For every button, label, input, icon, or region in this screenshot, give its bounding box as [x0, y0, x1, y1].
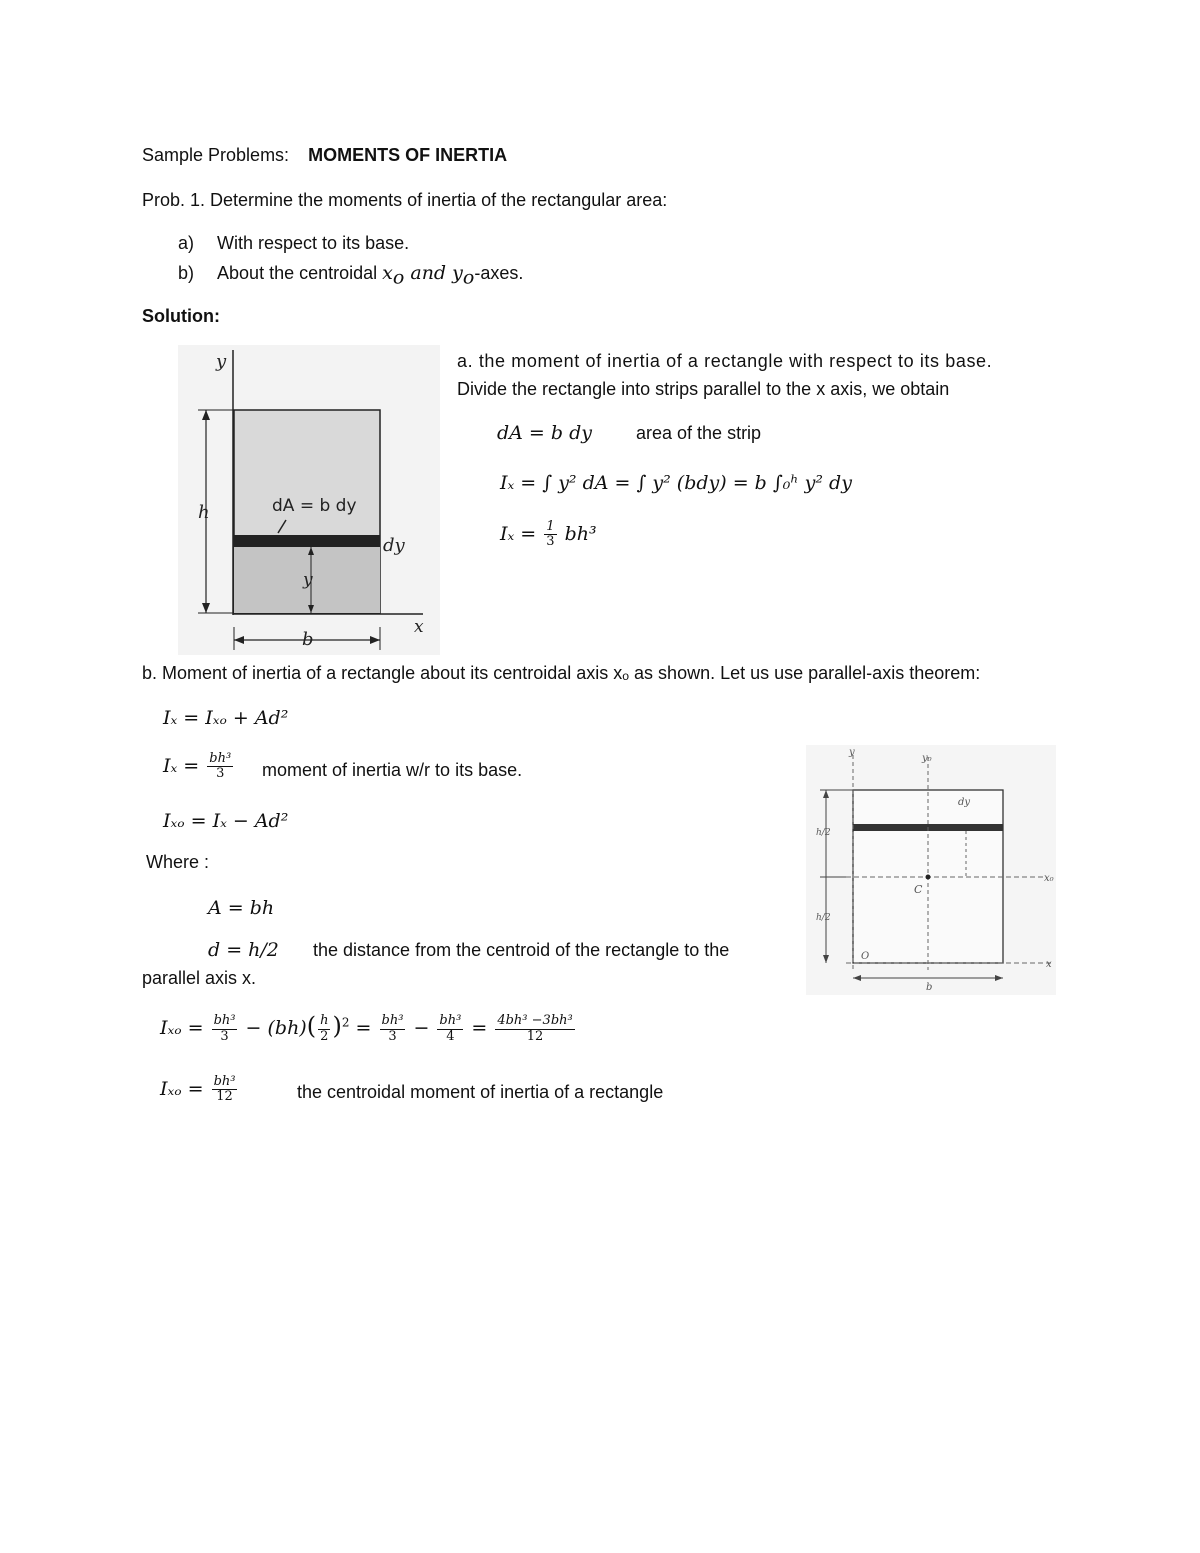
- eq-Ix-base-note: moment of inertia w/r to its base.: [262, 760, 523, 780]
- fraction: [437, 1014, 463, 1044]
- eq-rhs: bh³: [564, 522, 597, 545]
- centroid-label: C: [914, 883, 923, 896]
- eq-lhs: Iₓₒ =: [160, 1077, 204, 1100]
- fraction-denominator: 12: [526, 1028, 544, 1044]
- fraction-numerator: h: [320, 1013, 329, 1029]
- h-half-bottom-label: h/2: [816, 913, 831, 923]
- eq-term: − (bh): [245, 1017, 307, 1039]
- strip: [234, 535, 380, 547]
- eq-Ixo-result-note: the centroidal moment of inertia of a rectangle: [297, 1082, 664, 1102]
- eq-equals: =: [471, 1017, 488, 1039]
- math-sub: o: [392, 266, 405, 289]
- eq-equals: =: [355, 1017, 372, 1039]
- eq-lhs: Iₓ =: [500, 522, 537, 545]
- yo-axis-label: y₀: [922, 753, 932, 764]
- paren-close: ): [332, 1012, 342, 1040]
- eq-area: A = bh: [208, 897, 275, 919]
- b-label: b: [302, 629, 314, 650]
- figure-rectangle-base: [178, 345, 440, 655]
- eq-Ixo-result: [160, 1075, 239, 1105]
- math-x: x: [382, 262, 393, 284]
- fraction: [318, 1014, 330, 1044]
- eq-Ix-base: [163, 752, 235, 782]
- problem-item-a: [178, 233, 409, 254]
- where-label: Where :: [146, 852, 210, 872]
- dy-label: dy: [958, 797, 971, 808]
- fraction-denominator: 3: [546, 534, 555, 550]
- fraction-numerator: 4bh³ −3bh³: [497, 1013, 573, 1029]
- h-label: h: [198, 502, 210, 523]
- fraction-denominator: 12: [216, 1089, 233, 1105]
- eq-parallel-axis: Iₓ = Iₓₒ + Ad²: [163, 707, 289, 729]
- part-a-intro-2: Divide the rectangle into strips parallel to the x axis, we obtain: [457, 379, 950, 399]
- fraction-numerator: bh³: [213, 1013, 236, 1029]
- item-marker: b): [178, 263, 195, 283]
- eq-dA-note: area of the strip: [636, 423, 762, 443]
- math-and: and: [404, 262, 453, 284]
- item-text: With respect to its base.: [217, 233, 410, 253]
- item-text-tail: -axes.: [474, 263, 524, 283]
- fraction: [495, 1014, 574, 1044]
- h-half-top-label: h/2: [816, 828, 831, 838]
- eq-distance-note: the distance from the centroid of the rectangle to the: [313, 940, 730, 960]
- x-axis-label: x: [414, 617, 424, 637]
- fraction-numerator: bh³: [439, 1013, 462, 1029]
- problem-statement: Prob. 1. Determine the moments of inertia of the rectangular area:: [142, 190, 668, 210]
- problem-item-b: [178, 262, 523, 289]
- fraction-denominator: 3: [220, 1028, 229, 1044]
- eq-lhs: Iₓ =: [163, 754, 200, 777]
- math-sub: o: [462, 266, 475, 289]
- y-axis-label: y: [216, 351, 227, 372]
- eq-lhs: Iₓₒ =: [160, 1017, 204, 1039]
- dy-label: dy: [383, 535, 405, 556]
- paren-open: (: [306, 1012, 317, 1040]
- fraction: [212, 1014, 238, 1044]
- eq-minus: −: [413, 1017, 430, 1039]
- fraction-denominator: 3: [216, 766, 225, 782]
- dA-label: dA = b dy: [272, 496, 357, 516]
- document-title: MOMENTS OF INERTIA: [308, 145, 508, 165]
- fraction-denominator: 4: [446, 1028, 455, 1044]
- fraction-numerator: 1: [546, 519, 555, 534]
- x-axis-label: x: [1046, 959, 1052, 970]
- eq-Ixo-derivation: [160, 1012, 577, 1044]
- xo-axis-label: x₀: [1044, 873, 1054, 884]
- fraction-numerator: bh³: [381, 1013, 404, 1029]
- document-header: [142, 145, 507, 166]
- solution-label: Solution:: [142, 306, 220, 326]
- math-y: y: [452, 262, 463, 284]
- fraction-denominator: 2: [320, 1028, 329, 1044]
- b-label: b: [926, 982, 933, 993]
- exponent: 2: [341, 1015, 350, 1030]
- centroid-point: [926, 875, 931, 880]
- fraction-numerator: bh³: [213, 1074, 236, 1089]
- fraction-numerator: bh³: [209, 751, 232, 766]
- eq-distance: d = h/2: [208, 939, 279, 961]
- fraction-denominator: 3: [388, 1028, 397, 1044]
- y-axis-label: y: [849, 747, 855, 758]
- fraction: [207, 752, 233, 782]
- fraction: [544, 520, 556, 550]
- eq-Ix-result: [500, 520, 597, 550]
- origin-label: O: [861, 951, 870, 962]
- eq-Ixo: Iₓₒ = Iₓ − Ad²: [163, 810, 289, 832]
- strip-y-label: y: [303, 570, 313, 590]
- header-lead: Sample Problems:: [142, 145, 290, 165]
- eq-dA: dA = b dy: [497, 422, 592, 444]
- item-marker: a): [178, 233, 195, 253]
- eq-Ix-integral: Iₓ = ∫ y² dA = ∫ y² (bdy) = b ∫₀ʰ y² dy: [500, 472, 852, 494]
- figure-rectangle-centroid: [806, 745, 1056, 995]
- eq-distance-note-cont: parallel axis x.: [142, 968, 257, 988]
- part-b-intro: b. Moment of inertia of a rectangle about its centroidal axis xₒ as shown. Let us use parallel-axis theorem:: [142, 663, 981, 683]
- fraction: [380, 1014, 406, 1044]
- part-a-intro-1: a. the moment of inertia of a rectangle with respect to its base.: [457, 351, 993, 371]
- fraction: [212, 1075, 238, 1105]
- item-text: About the centroidal: [217, 263, 383, 283]
